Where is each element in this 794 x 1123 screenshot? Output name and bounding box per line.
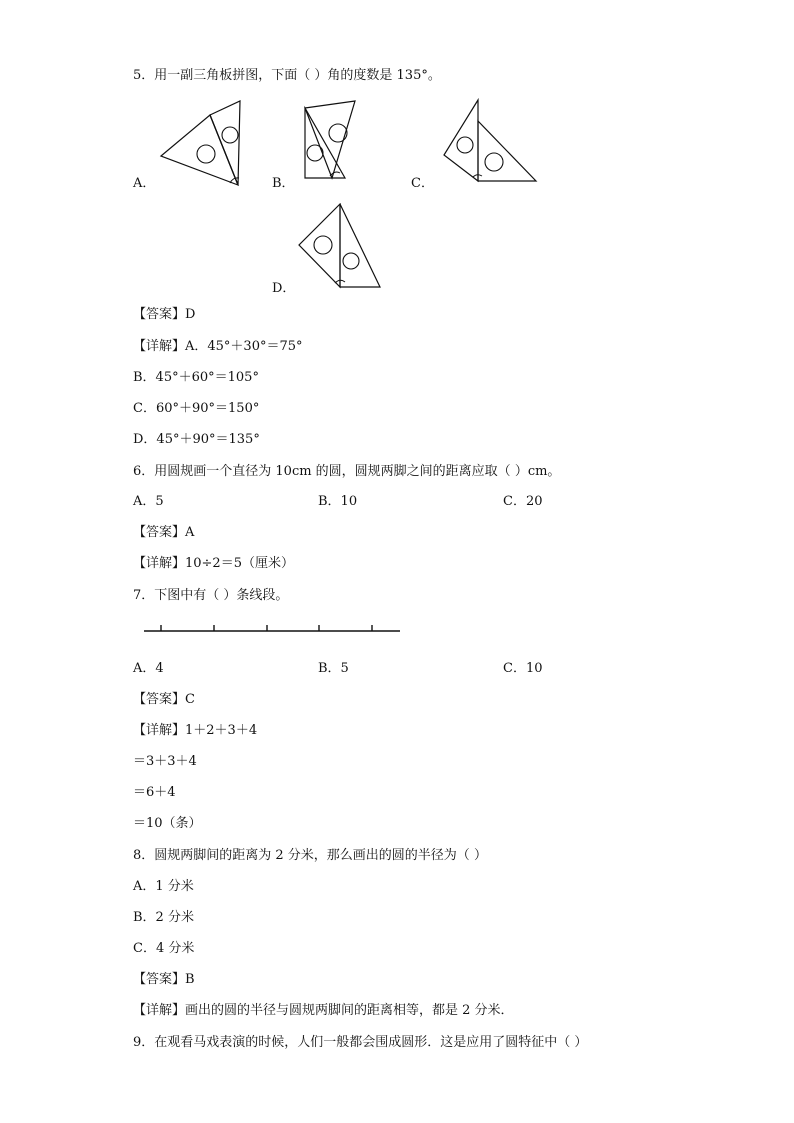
q5-option-b-label: B． (272, 176, 295, 191)
q6-option-b: B．10 (318, 494, 358, 509)
q6-option-a: A．5 (133, 494, 164, 509)
q7-option-a: A．4 (133, 661, 164, 676)
q5-detail-c: C．60°＋90°＝150° (133, 401, 260, 416)
q6-answer: 【答案】A (133, 525, 195, 540)
q5-option-a-label: A． (133, 176, 156, 191)
q8-answer: 【答案】B (133, 972, 195, 987)
q7-answer: 【答案】C (133, 692, 195, 707)
q7-option-c: C．10 (503, 661, 543, 676)
q7-detail-2: ＝3＋3＋4 (133, 754, 197, 769)
q5-option-d-figure (296, 203, 386, 289)
q5-detail-b: B．45°＋60°＝105° (133, 370, 259, 385)
q6-stem: 6．用圆规画一个直径为 10cm 的圆，圆规两脚之间的距离应取（ ）cm。 (133, 464, 561, 479)
q5-option-d-label: D． (272, 281, 296, 296)
q5-option-a-figure (158, 98, 248, 188)
q5-detail-a: 【详解】A．45°＋30°＝75° (133, 339, 303, 354)
q8-option-b: B．2 分米 (133, 910, 194, 925)
q7-option-b: B．5 (318, 661, 349, 676)
q8-option-c: C．4 分米 (133, 941, 195, 956)
q5-option-b-figure (300, 98, 360, 182)
q6-detail: 【详解】10÷2＝5（厘米） (133, 556, 294, 571)
q5-stem: 5．用一副三角板拼图，下面（ ）角的度数是 135°。 (133, 68, 441, 83)
q5-answer: 【答案】D (133, 307, 196, 322)
q7-detail-1: 【详解】1＋2＋3＋4 (133, 723, 258, 738)
q7-segment-figure (142, 622, 404, 636)
q6-option-c: C．20 (503, 494, 543, 509)
q5-detail-d: D．45°＋90°＝135° (133, 432, 260, 447)
q7-detail-3: ＝6＋4 (133, 785, 176, 800)
q7-detail-4: ＝10（条） (133, 816, 202, 831)
q5-option-c-label: C． (411, 176, 434, 191)
q8-option-a: A．1 分米 (133, 879, 194, 894)
q8-detail: 【详解】画出的圆的半径与圆规两脚间的距离相等，都是 2 分米． (133, 1003, 514, 1018)
q5-option-c-figure (440, 97, 540, 185)
q9-stem: 9．在观看马戏表演的时候，人们一般都会围成圆形．这是应用了圆特征中（ ） (133, 1035, 588, 1050)
q8-stem: 8．圆规两脚间的距离为 2 分米，那么画出的圆的半径为（ ） (133, 848, 487, 863)
q7-stem: 7．下图中有（ ）条线段。 (133, 588, 289, 603)
